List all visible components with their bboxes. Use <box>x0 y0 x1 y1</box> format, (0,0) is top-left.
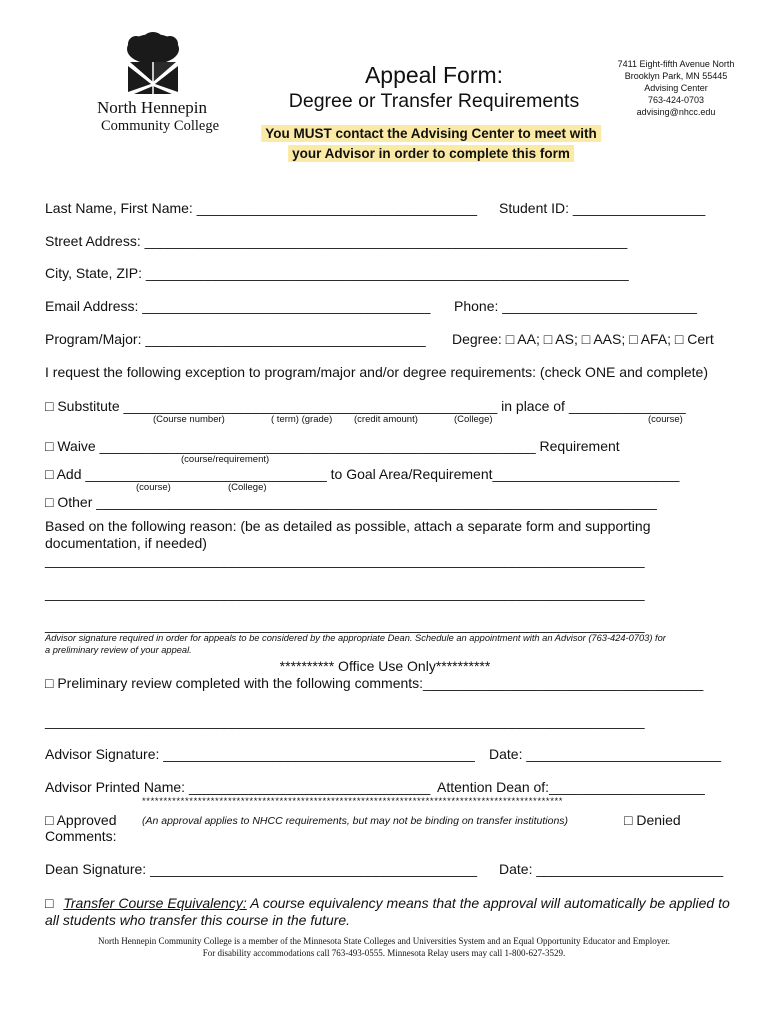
caption-course-requirement: (course/requirement) <box>181 454 270 465</box>
city-state-zip-field[interactable]: City, State, ZIP: ______________________________________________________________ <box>45 265 629 281</box>
waive-option[interactable]: □ Waive ________________________________________________________ Requirement <box>45 438 620 454</box>
caption-college: (College) <box>228 482 267 493</box>
equivalency-statement <box>45 895 730 911</box>
tree-icon <box>122 32 184 98</box>
comments-line[interactable]: _____________________________________________________________________________ <box>45 713 645 729</box>
notice-line: You MUST contact the Advising Center to meet with <box>261 125 601 142</box>
street-address-field[interactable]: Street Address: ______________________________________________________________ <box>45 233 628 249</box>
approved-checkbox[interactable]: □ Approved <box>45 812 117 828</box>
reason-instructions: documentation, if needed) <box>45 535 207 551</box>
preliminary-review-checkbox[interactable]: □ Preliminary review completed with the following comments:____________________________________ <box>45 675 704 691</box>
advisor-note: Advisor signature required in order for appeals to be considered by the appropriate Dean. Schedule an appointment with an Advisor (763-424-0703) for <box>45 633 666 643</box>
substitute-option[interactable]: □ Substitute ________________________________________________ in place of _______________ <box>45 398 686 414</box>
notice-line: your Advisor in order to complete this form <box>288 145 574 162</box>
advisor-note: a preliminary review of your appeal. <box>45 645 192 655</box>
program-major-field[interactable]: Program/Major: ____________________________________ <box>45 331 426 347</box>
equivalency-title: Transfer Course Equivalency: <box>63 895 247 911</box>
phone-field[interactable]: Phone: _________________________ <box>454 298 697 314</box>
address-line: Brooklyn Park, MN 55445 <box>624 71 728 81</box>
comments-label: Comments: <box>45 828 117 844</box>
add-option[interactable]: □ Add _______________________________ to Goal Area/Requirement________________________ <box>45 466 680 482</box>
denied-checkbox[interactable]: □ Denied <box>624 812 681 828</box>
approval-note: (An approval applies to NHCC requirements, but may not be binding on transfer institutions) <box>142 815 569 827</box>
equivalency-text: A course equivalency means that the approval will automatically be applied to <box>246 895 730 911</box>
other-option[interactable]: □ Other ________________________________________________________________________ <box>45 494 657 510</box>
footer-line: North Hennepin Community College is a member of the Minnesota State Colleges and Universities System and an Equal Opportunity Educator and Employer. <box>98 936 670 946</box>
student-id-field[interactable]: Student ID: _________________ <box>499 200 706 216</box>
caption-credit-amount: (credit amount) <box>354 414 418 425</box>
advisor-signature-field[interactable]: Advisor Signature: ________________________________________ <box>45 746 475 762</box>
college-name: North Hennepin <box>97 98 208 117</box>
caption-course-number: (Course number) <box>153 414 225 425</box>
degree-checkboxes[interactable]: Degree: □ AA; □ AS; □ AAS; □ AFA; □ Cert <box>452 331 714 347</box>
address-line: Advising Center <box>644 83 708 93</box>
name-field[interactable]: Last Name, First Name: ____________________________________ <box>45 200 478 216</box>
reason-line[interactable]: _____________________________________________________________________________ <box>45 552 645 568</box>
advisor-date-field[interactable]: Date: _________________________ <box>489 746 722 762</box>
reason-line[interactable]: _____________________________________________________________________________ <box>45 585 645 601</box>
dean-date-field[interactable]: Date: ________________________ <box>499 861 724 877</box>
divider-stars: ************************************************************************************************** <box>142 796 564 807</box>
exception-intro: I request the following exception to program/major and/or degree requirements: (check ONE and complete) <box>45 364 709 380</box>
dean-signature-field[interactable]: Dean Signature: __________________________________________ <box>45 861 478 877</box>
caption-course: (course) <box>136 482 171 493</box>
caption-college: (College) <box>454 414 493 425</box>
form-title: Appeal Form: <box>364 62 504 88</box>
equivalency-checkbox[interactable]: □ <box>45 895 54 911</box>
college-type: Community College <box>101 118 220 134</box>
office-use-heading: ********** Office Use Only********** <box>279 658 491 674</box>
phone-number: 763-424-0703 <box>647 95 705 105</box>
footer-line: For disability accommodations call 763-493-0555. Minnesota Relay users may call 1-800-627-3529. <box>202 948 566 958</box>
form-subtitle: Degree or Transfer Requirements <box>288 90 580 112</box>
address-line: 7411 Eight-fifth Avenue North <box>617 59 735 69</box>
caption-course: (course) <box>648 414 683 425</box>
reason-instructions: Based on the following reason: (be as detailed as possible, attach a separate form and supporting <box>45 518 651 534</box>
advisor-printed-name-field[interactable]: Advisor Printed Name: _______________________________ <box>45 779 431 795</box>
reason-line[interactable]: _____________________________________________________________________________ <box>45 617 645 633</box>
email-link[interactable]: advising@nhcc.edu <box>636 107 716 117</box>
attention-dean-field[interactable]: Attention Dean of:____________________ <box>437 779 705 795</box>
email-field[interactable]: Email Address: _____________________________________ <box>45 298 431 314</box>
equivalency-text: all students who transfer this course in the future. <box>45 912 351 928</box>
caption-term-grade: ( term) (grade) <box>271 414 333 425</box>
